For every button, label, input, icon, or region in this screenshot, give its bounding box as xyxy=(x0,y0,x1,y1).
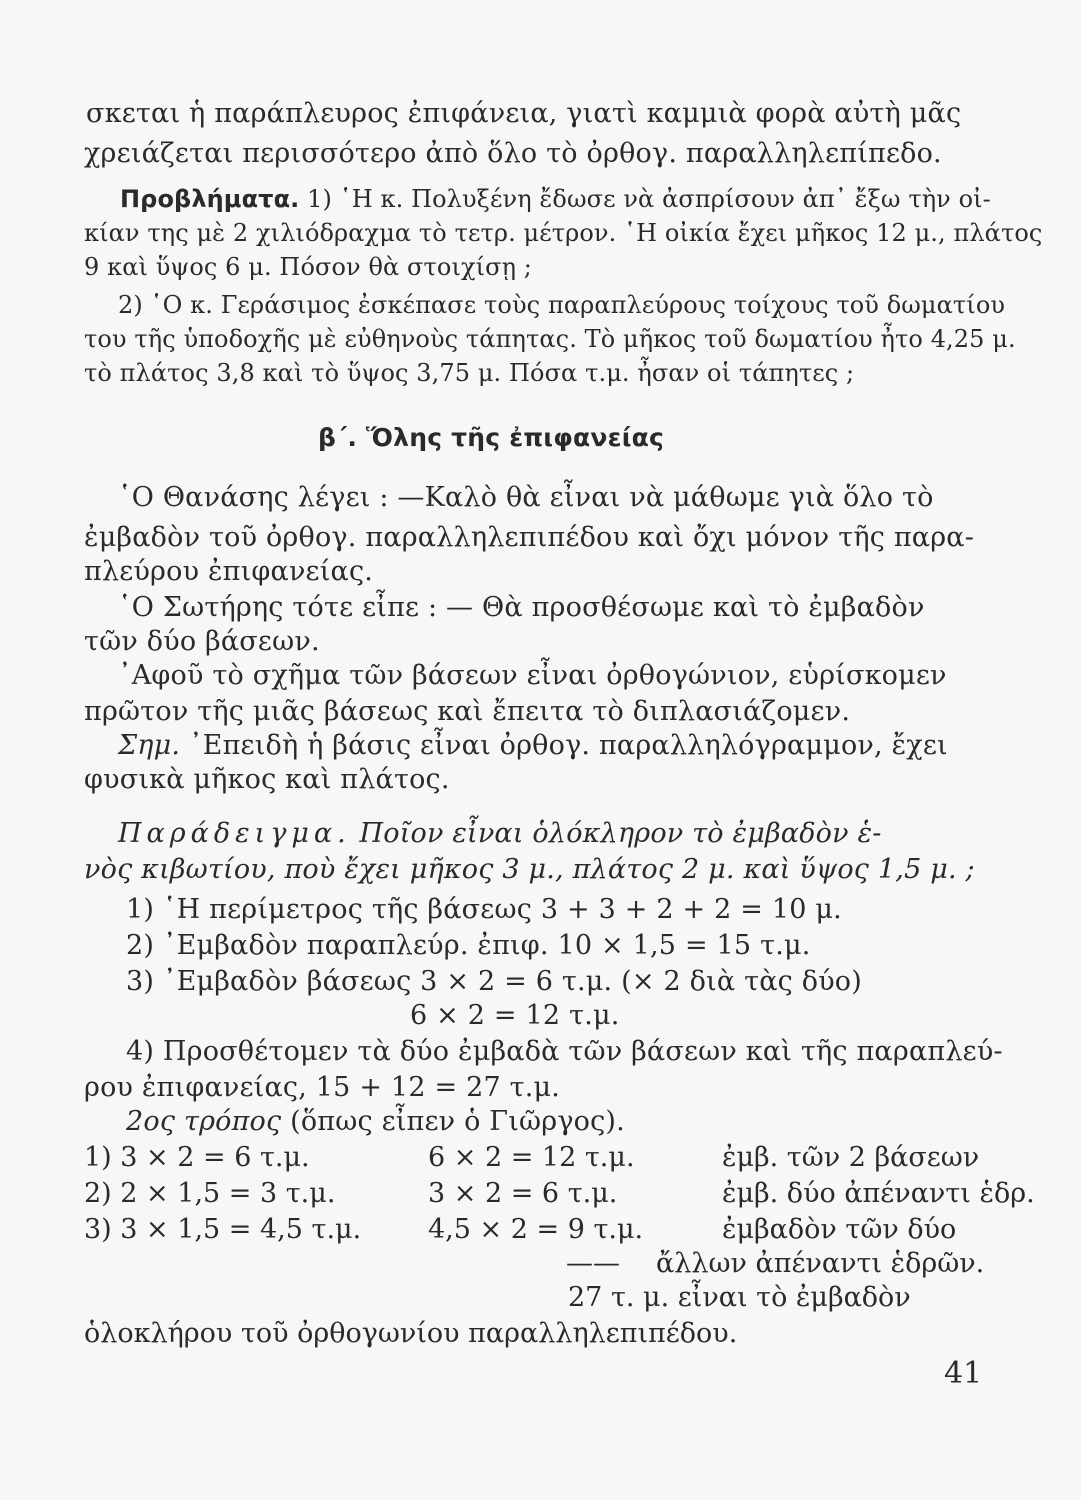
body-line-7: πρῶτον τῆς μιᾶς βάσεως καὶ ἔπειτα τὸ διπλασιάζομεν. xyxy=(84,696,851,727)
total-line: 27 τ. μ. εἶναι τὸ ἐμβαδὸν xyxy=(568,1282,911,1313)
intro-line-1: σκεται ἡ παράπλευρος ἐπιφάνεια, γιατὶ καμμιὰ φορὰ αὐτὴ μᾶς xyxy=(86,98,962,129)
note-label: Σημ. xyxy=(118,730,181,761)
method-2-heading xyxy=(126,1104,625,1140)
note-text: ᾽Επειδὴ ἡ βάσις εἶναι ὀρθογ. παραλληλόγραμμον, ἔχει xyxy=(180,730,948,761)
method-row-1-mid: 6 × 2 = 12 τ.μ. xyxy=(428,1142,635,1173)
solution-step-2: 2) ᾽Εμβαδὸν παραπλεύρ. ἐπιφ. 10 × 1,5 = 15 τ.μ. xyxy=(126,930,811,961)
problems-line-1 xyxy=(120,182,991,216)
total-dash-text: ἄλλων ἀπέναντι ἑδρῶν. xyxy=(656,1248,985,1279)
body-line-3: πλεύρου ἐπιφανείας. xyxy=(84,556,374,587)
method-row-2-left: 2) 2 × 1,5 = 3 τ.μ. xyxy=(84,1178,336,1209)
body-line-1: ῾Ο Θανάσης λέγει : —Καλὸ θὰ εἶναι νὰ μάθωμε γιὰ ὅλο τὸ xyxy=(118,482,934,513)
problems-label: Προβλήματα. xyxy=(120,185,300,213)
method-row-2-right: ἐμβ. δύο ἀπέναντι ἑδρ. xyxy=(722,1178,1035,1209)
problem-2-line-3: τὸ πλάτος 3,8 καὶ τὸ ὕψος 3,75 μ. Πόσα τ.μ. ἦσαν οἱ τάπητες ; xyxy=(84,359,855,387)
page-number: 41 xyxy=(944,1356,983,1391)
body-line-6: ᾽Αφοῦ τὸ σχῆμα τῶν βάσεων εἶναι ὀρθογώνιον, εὑρίσκομεν xyxy=(118,660,947,691)
method-row-3-right: ἐμβαδὸν τῶν δύο xyxy=(722,1214,957,1245)
method-2-note: (ὅπως εἶπεν ὁ Γιῶργος). xyxy=(281,1106,625,1137)
method-row-1-right: ἐμβ. τῶν 2 βάσεων xyxy=(722,1142,980,1173)
method-row-1-left: 1) 3 × 2 = 6 τ.μ. xyxy=(84,1142,310,1173)
solution-step-3: 3) ᾽Εμβαδὸν βάσεως 3 × 2 = 6 τ.μ. (× 2 διὰ τὰς δύο) xyxy=(126,966,862,997)
note-line xyxy=(118,728,948,764)
problem-2-line-1: 2) ῾Ο κ. Γεράσιμος ἐσκέπασε τοὺς παραπλεύρους τοίχους τοῦ δωματίου xyxy=(118,291,1006,319)
problem-2-line-2: του τῆς ὑποδοχῆς μὲ εὐθηνοὺς τάπητας. Τὸ μῆκος τοῦ δωματίου ἦτο 4,25 μ. xyxy=(84,325,1016,353)
final-line: ὁλοκλήρου τοῦ ὀρθογωνίου παραλληλεπιπέδου. xyxy=(84,1318,738,1349)
solution-step-1: 1) ῾Η περίμετρος τῆς βάσεως 3 + 3 + 2 + 2 = 10 μ. xyxy=(126,894,842,925)
solution-step-4a: 4) Προσθέτομεν τὰ δύο ἐμβαδὰ τῶν βάσεων καὶ τῆς παραπλεύ- xyxy=(126,1036,1003,1067)
method-row-2-mid: 3 × 2 = 6 τ.μ. xyxy=(428,1178,618,1209)
example-line-1 xyxy=(118,816,882,852)
example-question-1: Ποῖον εἶναι ὁλόκληρον τὸ ἐμβαδὸν ἑ- xyxy=(350,818,882,849)
body-line-2: ἐμβαδὸν τοῦ ὀρθογ. παραλληλεπιπέδου καὶ ὄχι μόνον τῆς παρα- xyxy=(84,522,975,553)
solution-step-3b: 6 × 2 = 12 τ.μ. xyxy=(410,1000,620,1031)
example-label: Παράδειγμα. xyxy=(118,818,351,849)
body-line-5: τῶν δύο βάσεων. xyxy=(84,626,320,657)
section-heading: β΄. Ὅλης τῆς ἐπιφανείας xyxy=(318,423,665,452)
method-row-3-mid: 4,5 × 2 = 9 τ.μ. xyxy=(428,1214,644,1245)
total-dash: —— xyxy=(566,1248,620,1279)
problem-1-line-2: κίαν της μὲ 2 χιλιόδραχμα τὸ τετρ. μέτρον. ῾Η οἰκία ἔχει μῆκος 12 μ., πλάτος xyxy=(84,219,1043,247)
example-question-2: νὸς κιβωτίου, ποὺ ἔχει μῆκος 3 μ., πλάτος 2 μ. καὶ ὕψος 1,5 μ. ; xyxy=(84,854,975,885)
body-line-4: ῾Ο Σωτήρης τότε εἶπε : — Θὰ προσθέσωμε καὶ τὸ ἐμβαδὸν xyxy=(118,592,925,623)
problem-1-text: 1) ῾Η κ. Πολυξένη ἔδωσε νὰ ἀσπρίσουν ἀπ᾽ ἔξω τὴν οἰ- xyxy=(299,185,991,213)
problem-1-line-3: 9 καὶ ὕψος 6 μ. Πόσον θὰ στοιχίσῃ ; xyxy=(84,253,532,281)
solution-step-4b: ρου ἐπιφανείας, 15 + 12 = 27 τ.μ. xyxy=(84,1072,561,1103)
method-row-3-left: 3) 3 × 1,5 = 4,5 τ.μ. xyxy=(84,1214,362,1245)
intro-line-2: χρειάζεται περισσότερο ἀπὸ ὅλο τὸ ὀρθογ. παραλληλεπίπεδο. xyxy=(84,138,942,169)
body-line-9: φυσικὰ μῆκος καὶ πλάτος. xyxy=(84,764,450,795)
method-2-label: 2ος τρόπος xyxy=(126,1106,282,1137)
